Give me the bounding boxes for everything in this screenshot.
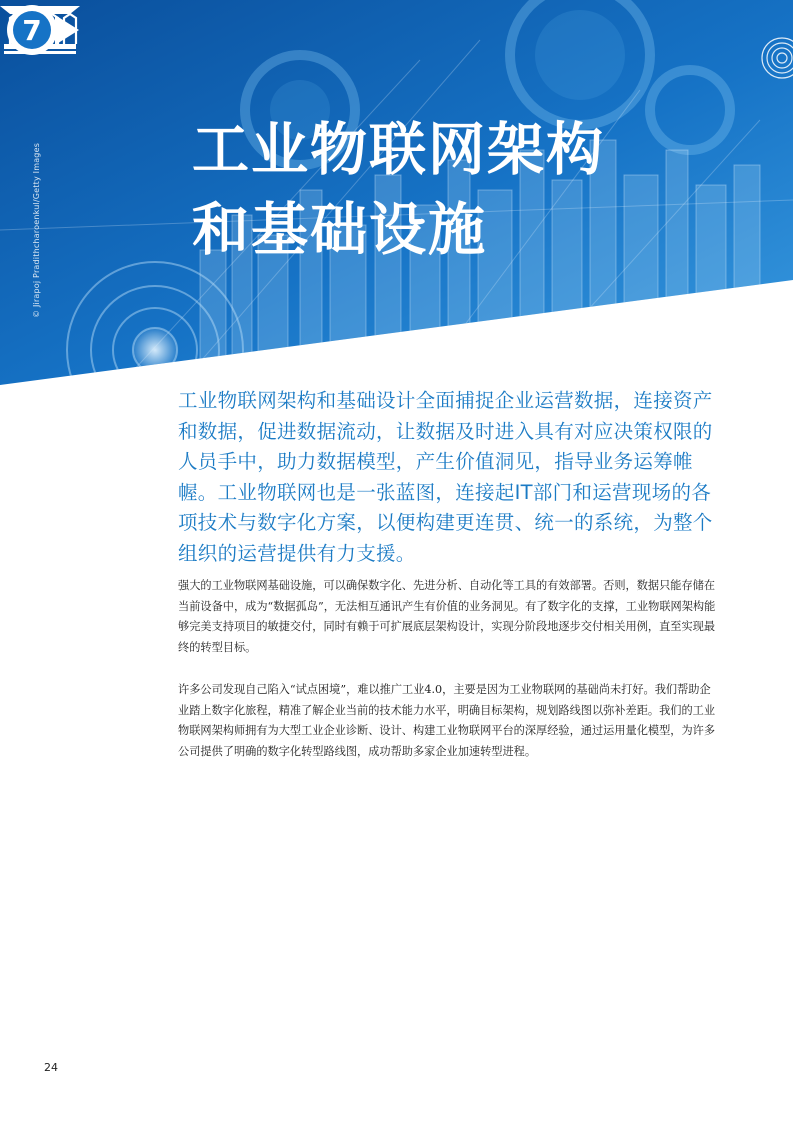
page-title-line2: 和基础设施: [192, 197, 487, 263]
intro-paragraph: 工业物联网架构和基础设计全面捕捉企业运营数据，连接资产和数据，促进数据流动，让数据及时进入具有对应决策权限的人员手中，助力数据模型，产生价值洞见，指导业务运筹帷幄。工业物联网也是一张蓝图，连接起IT部门和运营现场的各项技术与数字化方案，以便构建更连贯、统一的系统，为整个组织的运营提供有力支援。: [178, 389, 713, 565]
page-number: 24: [44, 1061, 58, 1074]
section-number-badge: [0, 0, 82, 60]
photo-credit: © Jirapoj Pradithcharoenkul/Getty Images: [32, 142, 41, 318]
hero-background-image: [0, 0, 793, 385]
body-paragraph-2: 许多公司发现自己陷入“试点困境”，难以推广工业4.0，主要是因为工业物联网的基础尚未打好。我们帮助企业踏上数字化旅程，精准了解企业当前的技术能力水平，明确目标架构，规划路线图以弥补差距。我们的工业物联网架构师拥有为大型工业企业诊断、设计、构建工业物联网平台的深厚经验，通过运用量化模型，为许多公司提供了明确的数字化转型路线图，成功帮助多家企业加速转型进程。: [178, 683, 716, 758]
page-title-line1: 工业物联网架构: [192, 117, 605, 183]
hero-banner: [0, 0, 793, 385]
section-number: 7: [22, 14, 42, 47]
body-paragraph-1: 强大的工业物联网基础设施，可以确保数字化、先进分析、自动化等工具的有效部署。否则，数据只能存储在当前设备中，成为“数据孤岛”，无法相互通讯产生有价值的业务洞见。有了数字化的支撑，工业物联网架构能够完美支持项目的敏捷交付，同时有赖于可扩展底层架构设计，实现分阶段地逐步交付相关用例，直至实现最终的转型目标。: [178, 579, 716, 654]
